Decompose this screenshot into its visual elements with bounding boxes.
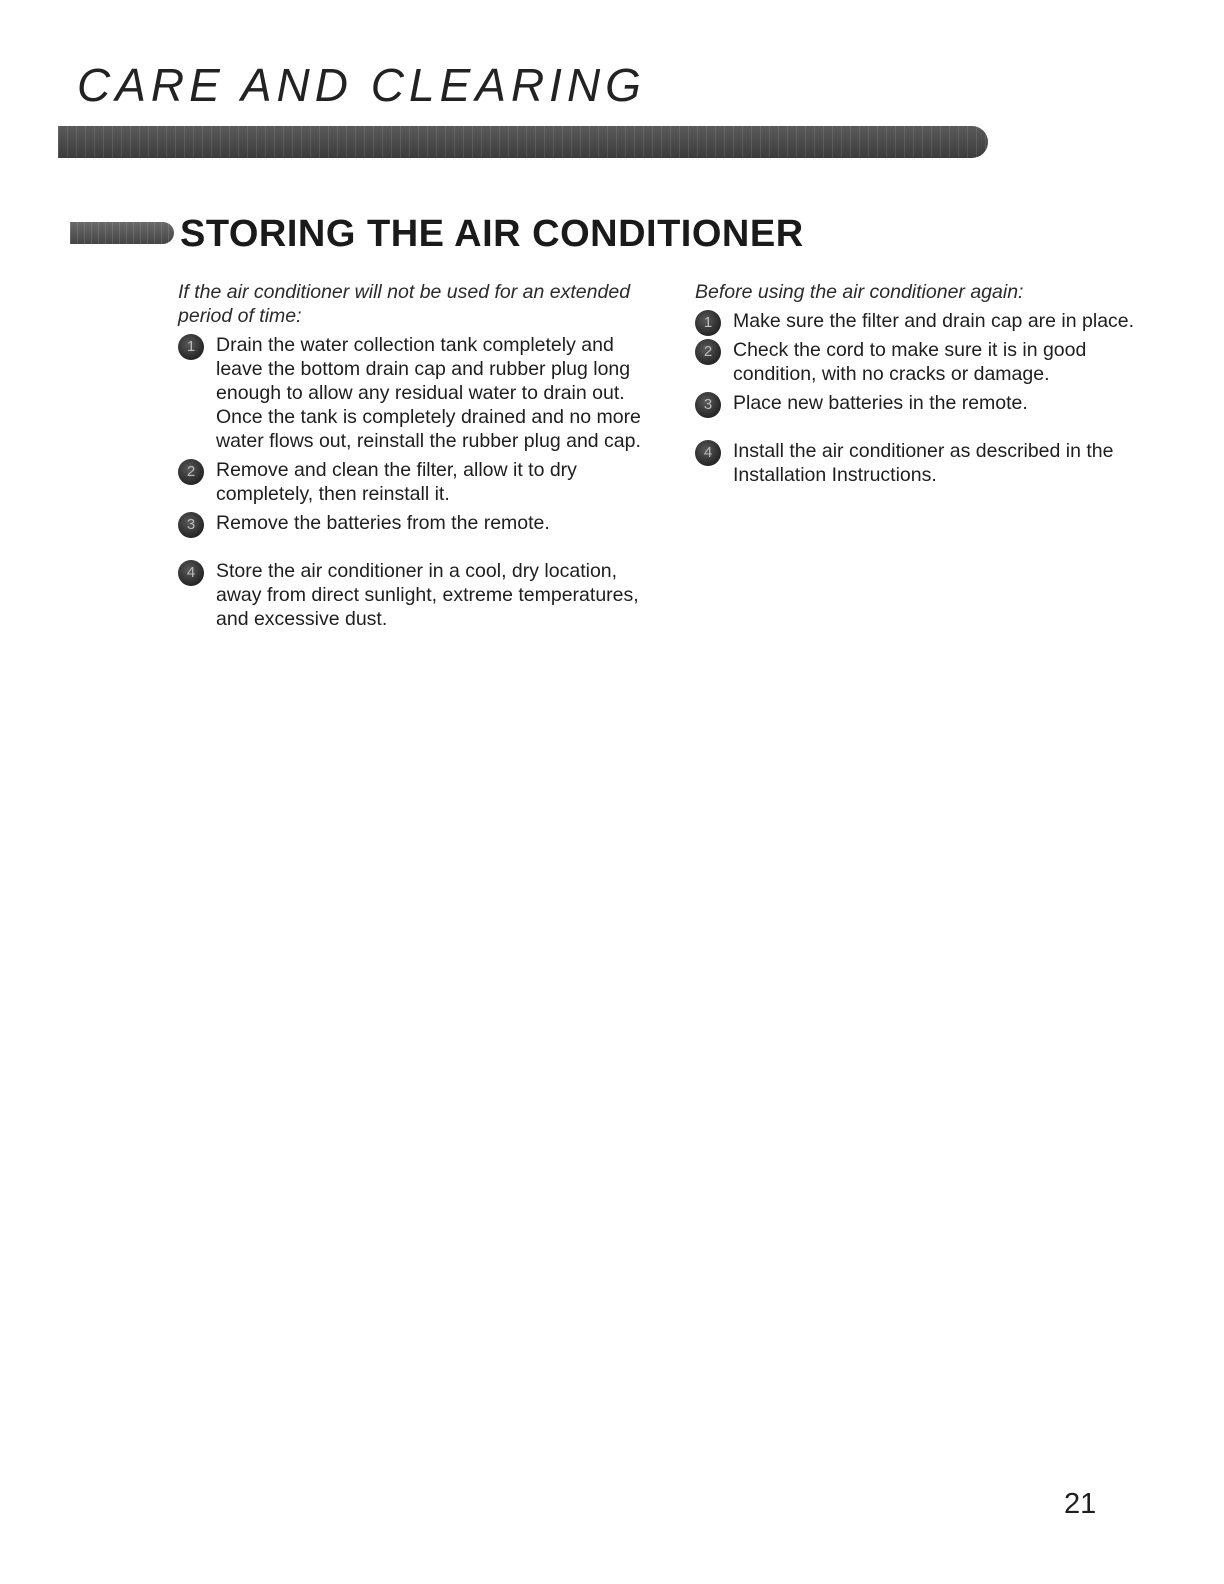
section-marker-pill [70,222,174,244]
storage-intro: If the air conditioner will not be used for an extended period of time: [178,281,631,327]
reuse-step-2 [695,338,1165,386]
step-number-icon: 1 [695,310,721,336]
step-number-icon: 1 [178,334,204,360]
step-number-icon: 3 [695,392,721,418]
step-text: Place new batteries in the remote. [733,392,1028,414]
step-number-icon: 2 [695,339,721,365]
step-text: Install the air conditioner as described in the Installation Instructions. [733,440,1114,486]
reuse-step-4 [695,439,1165,487]
storage-instructions-column [178,280,648,636]
page-number: 21 [1064,1488,1097,1520]
chapter-divider-bar [58,126,988,158]
step-text: Remove the batteries from the remote. [216,512,550,534]
storage-steps-list [178,333,648,631]
reuse-intro: Before using the air conditioner again: [695,281,1024,303]
step-text: Check the cord to make sure it is in good condition, with no cracks or damage. [733,339,1087,385]
reuse-steps-list [695,309,1165,487]
step-number-icon: 4 [178,560,204,586]
reuse-step-3 [695,391,1165,415]
step-number-icon: 3 [178,512,204,538]
step-number-icon: 2 [178,459,204,485]
step-text: Store the air conditioner in a cool, dry location, away from direct sunlight, extreme temperatures, and excessive dust. [216,560,639,630]
storage-step-1 [178,333,648,453]
reuse-instructions-column [695,280,1165,492]
step-number-icon: 4 [695,440,721,466]
step-text: Make sure the filter and drain cap are in place. [733,310,1135,332]
step-text: Remove and clean the filter, allow it to dry completely, then reinstall it. [216,459,577,505]
storage-step-4 [178,559,648,631]
storage-step-3 [178,511,648,535]
chapter-title: CARE AND CLEARING [77,59,646,111]
reuse-step-1 [695,309,1165,333]
storage-step-2 [178,458,648,506]
section-title: STORING THE AIR CONDITIONER [180,213,804,255]
step-text: Drain the water collection tank completely and leave the bottom drain cap and rubber plug long enough to allow any residual water to drain out. Once the tank is completely drained and no more water flows out, reinstall the rubber plug and cap. [216,334,641,452]
